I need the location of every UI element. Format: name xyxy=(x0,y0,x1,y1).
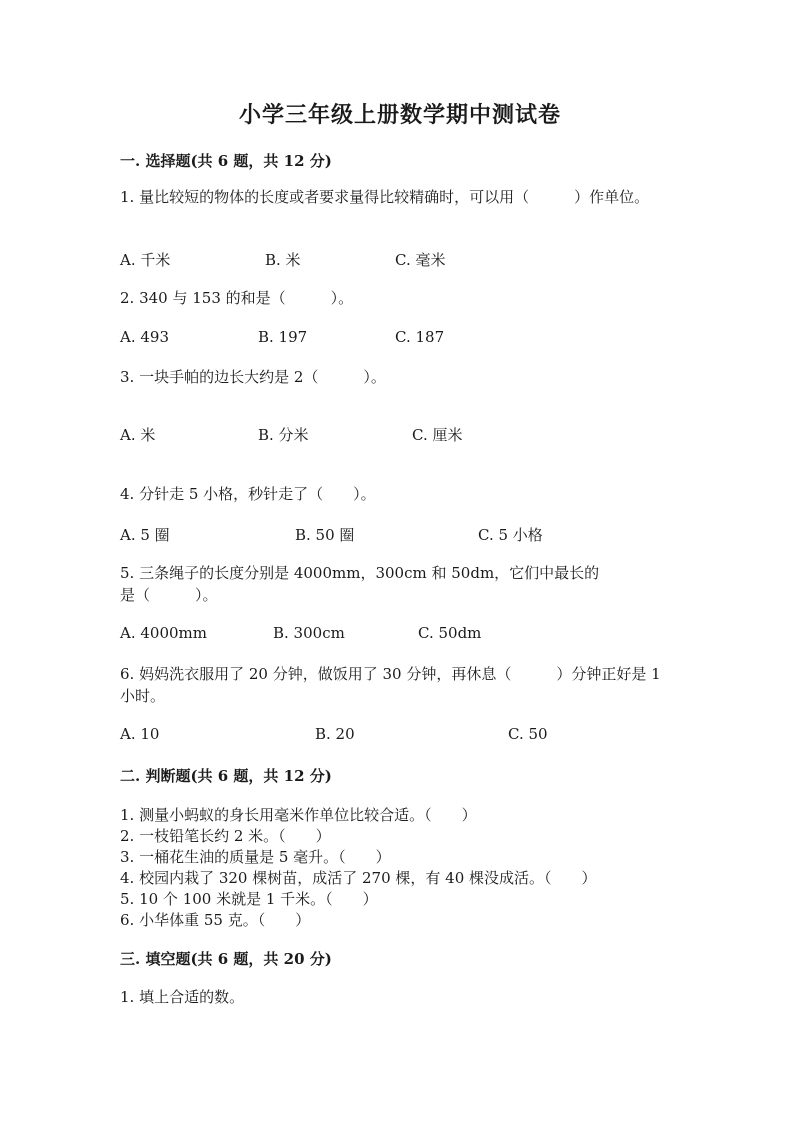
question-stem-3: 3. 一块手帕的边长大约是 2（ ）。 xyxy=(120,368,386,386)
option-5c: C. 50dm xyxy=(418,624,482,642)
option-6c: C. 50 xyxy=(508,725,548,743)
section-heading-judge: 二. 判断题(共 6 题，共 12 分) xyxy=(120,767,332,785)
judge-item-6: 6. 小华体重 55 克。（ ） xyxy=(120,911,311,929)
question-stem-fill-1: 1. 填上合适的数。 xyxy=(120,988,245,1006)
option-3a: A. 米 xyxy=(120,426,156,444)
section-heading-fill: 三. 填空题(共 6 题，共 20 分) xyxy=(120,950,332,968)
option-5b: B. 300cm xyxy=(273,624,345,642)
page-title: 小学三年级上册数学期中测试卷 xyxy=(238,102,561,128)
option-6b: B. 20 xyxy=(315,725,355,743)
option-2c: C. 187 xyxy=(395,328,445,346)
option-2a: A. 493 xyxy=(120,328,169,346)
option-2b: B. 197 xyxy=(258,328,308,346)
option-4b: B. 50 圈 xyxy=(295,526,355,544)
question-stem-1: 1. 量比较短的物体的长度或者要求量得比较精确时，可以用（ ）作单位。 xyxy=(120,188,650,206)
question-stem-6: 6. 妈妈洗衣服用了 20 分钟，做饭用了 30 分钟，再休息（ ）分钟正好是 1 小时。 xyxy=(120,665,661,705)
option-1b: B. 米 xyxy=(265,251,301,269)
judge-item-3: 3. 一桶花生油的质量是 5 毫升。（ ） xyxy=(120,848,391,866)
judge-item-4: 4. 校园内栽了 320 棵树苗，成活了 270 棵，有 40 棵没成活。（ ） xyxy=(120,869,597,887)
judge-item-1: 1. 测量小蚂蚁的身长用毫米作单位比较合适。（ ） xyxy=(120,806,477,824)
section-heading-choice: 一. 选择题(共 6 题，共 12 分) xyxy=(120,152,332,170)
option-1a: A. 千米 xyxy=(120,251,171,269)
judge-item-5: 5. 10 个 100 米就是 1 千米。（ ） xyxy=(120,890,378,908)
option-4a: A. 5 圈 xyxy=(120,526,170,544)
option-3b: B. 分米 xyxy=(258,426,309,444)
judge-item-2: 2. 一枝铅笔长约 2 米。（ ） xyxy=(120,827,331,845)
option-1c: C. 毫米 xyxy=(395,251,446,269)
option-5a: A. 4000mm xyxy=(120,624,207,642)
question-stem-4: 4. 分针走 5 小格，秒针走了（ ）。 xyxy=(120,485,376,503)
option-6a: A. 10 xyxy=(120,725,160,743)
option-3c: C. 厘米 xyxy=(412,426,463,444)
option-4c: C. 5 小格 xyxy=(478,526,543,544)
question-stem-5: 5. 三条绳子的长度分别是 4000mm，300cm 和 50dm，它们中最长的是（ ）。 xyxy=(120,564,600,604)
question-stem-2: 2. 340 与 153 的和是（ ）。 xyxy=(120,289,354,307)
